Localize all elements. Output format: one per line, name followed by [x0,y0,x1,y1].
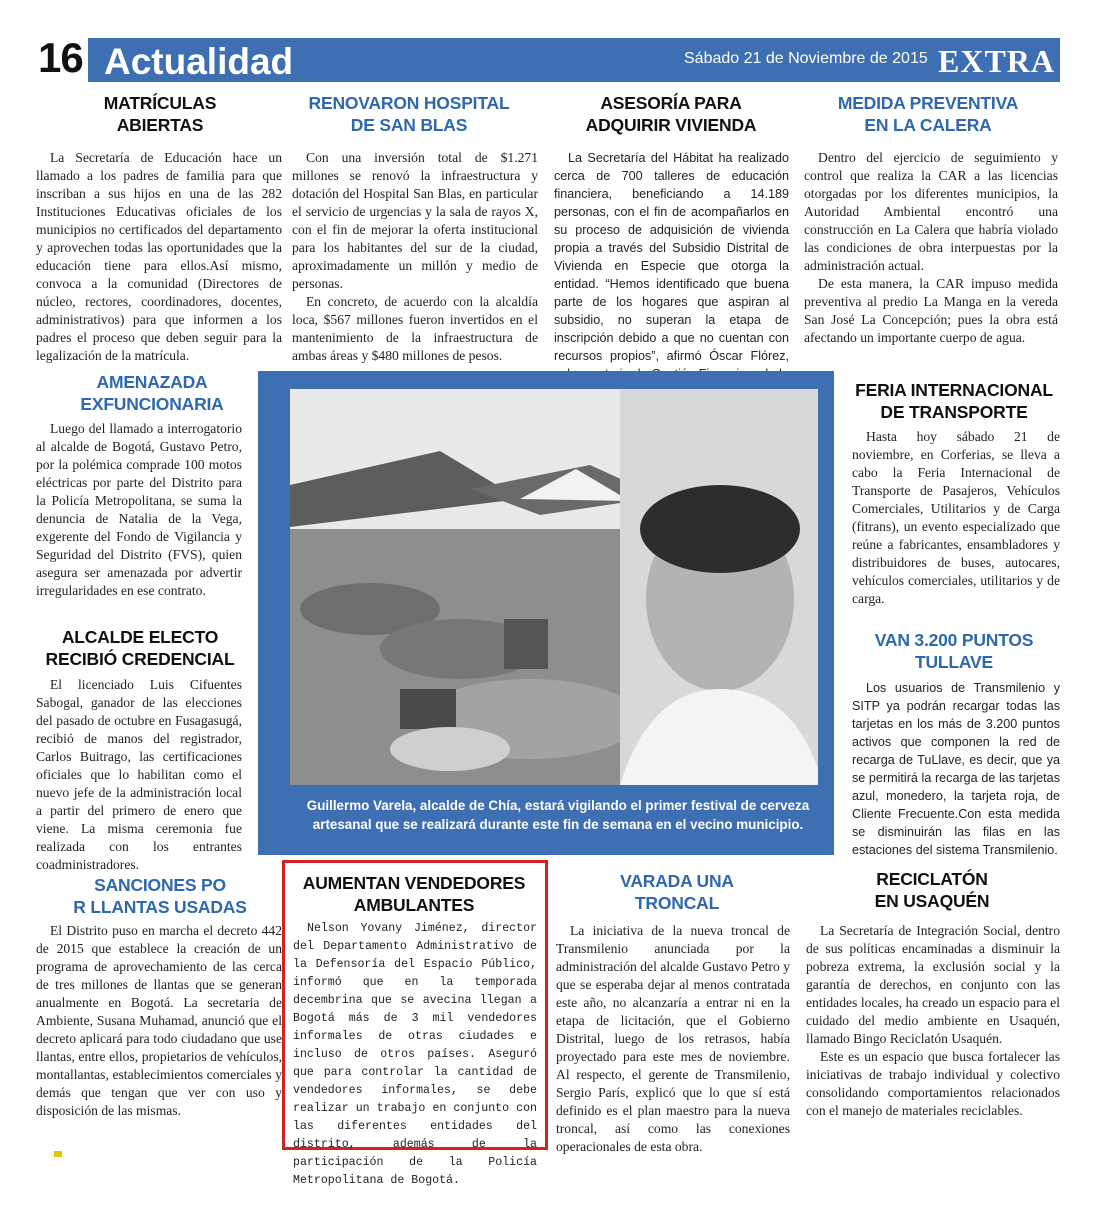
article-exfuncionaria-body [36,420,242,600]
headline-line: VARADA UNA [620,871,734,891]
article-calera-body [804,149,1058,347]
headline-line: FERIA INTERNACIONAL [855,380,1053,400]
paragraph: Los usuarios de Transmilenio y SITP ya podrán recargar todas las tarjetas en los más de 3.200 puntos activos que componen la red de recarga de TuLlave, es decir, que ya se permitirá la recarga de las tarjetas azul, monedero, la tarjeta roja, de Cliente Frecuente.Con esta medida se disminuirán las filas en las estaciones del sistema Transmilenio. [852,681,1060,857]
headline-alcalde [40,626,240,670]
issue-date: Sábado 21 de Noviembre de 2015 [684,50,928,67]
headline-line: MATRÍCULAS [103,93,217,113]
headline-matriculas [60,92,260,136]
article-reciclaton-body [806,922,1060,1120]
headline-line: AMBULANTES [353,895,475,915]
headline-line: DE SAN BLAS [350,115,468,135]
headline-line: EXFUNCIONARIA [80,394,224,414]
headline-reciclaton [832,868,1032,912]
article-matriculas-body [36,149,282,365]
paragraph: De esta manera, la CAR impuso medida preventiva al predio La Manga en la vereda San José La Concepción; pues la obra está afectando un importante cuerpo de agua. [804,276,1058,345]
paragraph: La Secretaría de Integración Social, dentro de sus políticas encaminadas a disminuir la pobreza extrema, la exclusión social y la garantía de derechos, en conjunto con las entidades locales, ha creado un espacio para el cuidado del medio ambiente en Usaquén, llamado Bingo Reciclatón Usaquén. [806,923,1060,1046]
article-feria-body [852,428,1060,608]
festival-photo-illustration [290,389,818,785]
headline-line: ADQUIRIR VIVIENDA [585,115,757,135]
paragraph: La Secretaría del Hábitat ha realizado cerca de 700 talleres de educación financiera, beneficiando a 14.189 personas, con el fin de acompañarlos en su proceso de adquisición de vivienda propia a través del Subsidio Distrital de Vivienda en Especie que otorga la entidad. “Hemos identificado que buena parte de los hogares que aspiran al subsidio, no superan la etapa de inscripción debido a que no cuentan con recursos propios”, afirmó Óscar Flórez, [554,151,789,363]
headline-llantas [60,874,260,918]
page-number: 16 [38,34,83,81]
paragraph: Hasta hoy sábado 21 de noviembre, en Corferias, se lleva a cabo la Feria Internacional de Transporte de Pasajeros, Vehículos Comerciales, Utilitarios y de Carga (fitrans), un evento especializado que reúne a fabricantes, ensambladores y distribuidores de buses, autocares, vehículos comerciales, utilitarios y de carga. [852,429,1060,606]
paragraph: El Distrito puso en marcha el decreto 442 de 2015 que establece la creación de un programa de aprovechamiento de las cerca de tres millones de llantas que se generan anualmente en Bogotá. La secretaria de Ambiente, Susana Muhamad, anunció que el decreto aplicará para todo ciudadano que use llantas, entre ellos, propietarios de vehículos, montallantas, establecimientos comerciales y demás que tengan que ver con uso y disposición de las mismas. [36,923,282,1118]
headline-line: VAN 3.200 PUNTOS [874,630,1034,650]
headline-feria [850,379,1058,423]
article-alcalde-body [36,676,242,874]
paragraph: Dentro del ejercicio de seguimiento y control que realiza la CAR a las licencias otorgadas por los diferentes municipios, la Autoridad Ambiental encontró una construcción en La Calera que habría violado las condiciones de obra interpuestas por la administración actual. [804,150,1058,273]
headline-line: SANCIONES PO [94,875,226,895]
headline-calera [830,92,1026,136]
headline-line: AUMENTAN VENDEDORES [302,873,526,893]
photo-caption: Guillermo Varela, alcalde de Chía, estará vigilando el primer festival de cerveza artesanal que se realizará durante este fin de semana en el vecino municipio. [306,798,810,832]
paragraph: Este es un espacio que busca fortalecer las iniciativas de trabajo individual y colectivo consolidando comportamientos relacionados con el manejo de materiales reciclables. [806,1049,1060,1118]
article-vendedores-body [293,920,537,1190]
headline-line: DE TRANSPORTE [880,402,1028,422]
paragraph: La Secretaría de Educación hace un llamado a los padres de familia para que inscriban a sus hijos en una de las 282 Instituciones Educativas oficiales de los municipios no certificados del departamento y aprovechen todas las oportunidades que la educación tiene para ellos.Así mismo, convoca a la comunidad (Directores de núcleo, rectores, coordinadores, docentes, administrativos) para que informen a los padres el proceso que deben seguir para la legalización de la matrícula. [36,150,282,363]
headline-line: ALCALDE ELECTO [61,627,219,647]
headline-line: RENOVARON HOSPITAL [308,93,510,113]
headline-vendedores [294,872,534,916]
yellow-mark [54,1151,62,1157]
brand-logo: EXTRA [938,43,1056,79]
paragraph: La iniciativa de la nueva troncal de Transmilenio anunciada por la administración del alcalde Gustavo Petro y que se esperaba dejar al menos contratada este año, no alcanzaría a entrar ni en la etapa de licitación, que el Gobierno Distrital, luego de los retrasos, había proyectado para este mes de noviembre. Al respecto, el gerente de Transmilenio, Sergio París, explicó que lo que sí está definido es el plan maestro para la nueva troncal, así como las conexiones operacionales de esta obra. [556,923,790,1154]
paragraph: En concreto, de acuerdo con la alcaldía loca, $567 millones fueron invertidos en el mantenimiento de la infraestructura de ambas áreas y $480 millones de pesos. [292,294,538,363]
headline-line: RECIBIÓ CREDENCIAL [45,649,235,669]
headline-line: TRONCAL [634,893,720,913]
article-tullave-body [852,679,1060,859]
article-troncal-body [556,922,790,1156]
paragraph: Nelson Yovany Jiménez, director del Departamento Administrativo de la Defensoría del Espacio Público, informó que en la temporada decembrina que se avecina llegan a Bogotá más de 3 mil vendedores informales de otras ciudades e incluso de otros países. Aseguró que para controlar la cantidad de vendedores informales, se debe realizar un trabajo en conjunto con las diferentes entidades del distrito, además de la participación de la Policía Metropolitana de Bogotá. [293,922,537,1187]
headline-vivienda [566,92,776,136]
section-title: Actualidad [104,41,294,82]
headline-exfuncionaria [40,371,264,415]
headline-line: TULLAVE [915,652,993,672]
headline-line: ASESORÍA PARA [600,93,742,113]
paragraph: Luego del llamado a interrogatorio al alcalde de Bogotá, Gustavo Petro, por la polémica comprade 100 motos eléctricas por parte del Distrito para la Policía Metropolitana, se suma la denuncia de Natalia de la Vega, exgerente del Fondo de Vigilancia y Seguridad del Distrito (FVS), quien asegura ser amenazada por advertir irregularidades en ese contrato. [36,421,242,598]
headline-hospital [296,92,522,136]
paragraph: Con una inversión total de $1.271 millones se renovó la infraestructura y dotación del Hospital San Blas, en particular el servicio de urgencias y la sala de rayos X, con el fin de mejorar la oferta institucional para los habitantes del sur de la ciudad, aproximadamente un millón y medio de personas. [292,150,538,291]
paragraph: El licenciado Luis Cifuentes Sabogal, ganador de las elecciones del pasado de octubre en Fusagasugá, recibió de manos del registrador, Carlos Buitrago, las certificaciones oficiales que lo habilitan como el nuevo jefe de la administración local a partir del primero de enero que viene. La misma ceremonia fue realizada con los entrantes coadministradores. [36,677,242,872]
article-vivienda-body [554,149,789,401]
festival-photo [290,389,818,785]
article-hospital-body [292,149,538,365]
article-llantas-body [36,922,282,1120]
headline-line: EN USAQUÉN [874,891,990,911]
headline-line: ABIERTAS [116,115,204,135]
headline-line: MEDIDA PREVENTIVA [837,93,1019,113]
headline-line: RECICLATÓN [876,869,988,889]
headline-line: R LLANTAS USADAS [73,897,247,917]
headline-tullave [850,629,1058,673]
headline-troncal [574,870,780,914]
headline-line: EN LA CALERA [864,115,992,135]
headline-line: AMENAZADA [96,372,208,392]
